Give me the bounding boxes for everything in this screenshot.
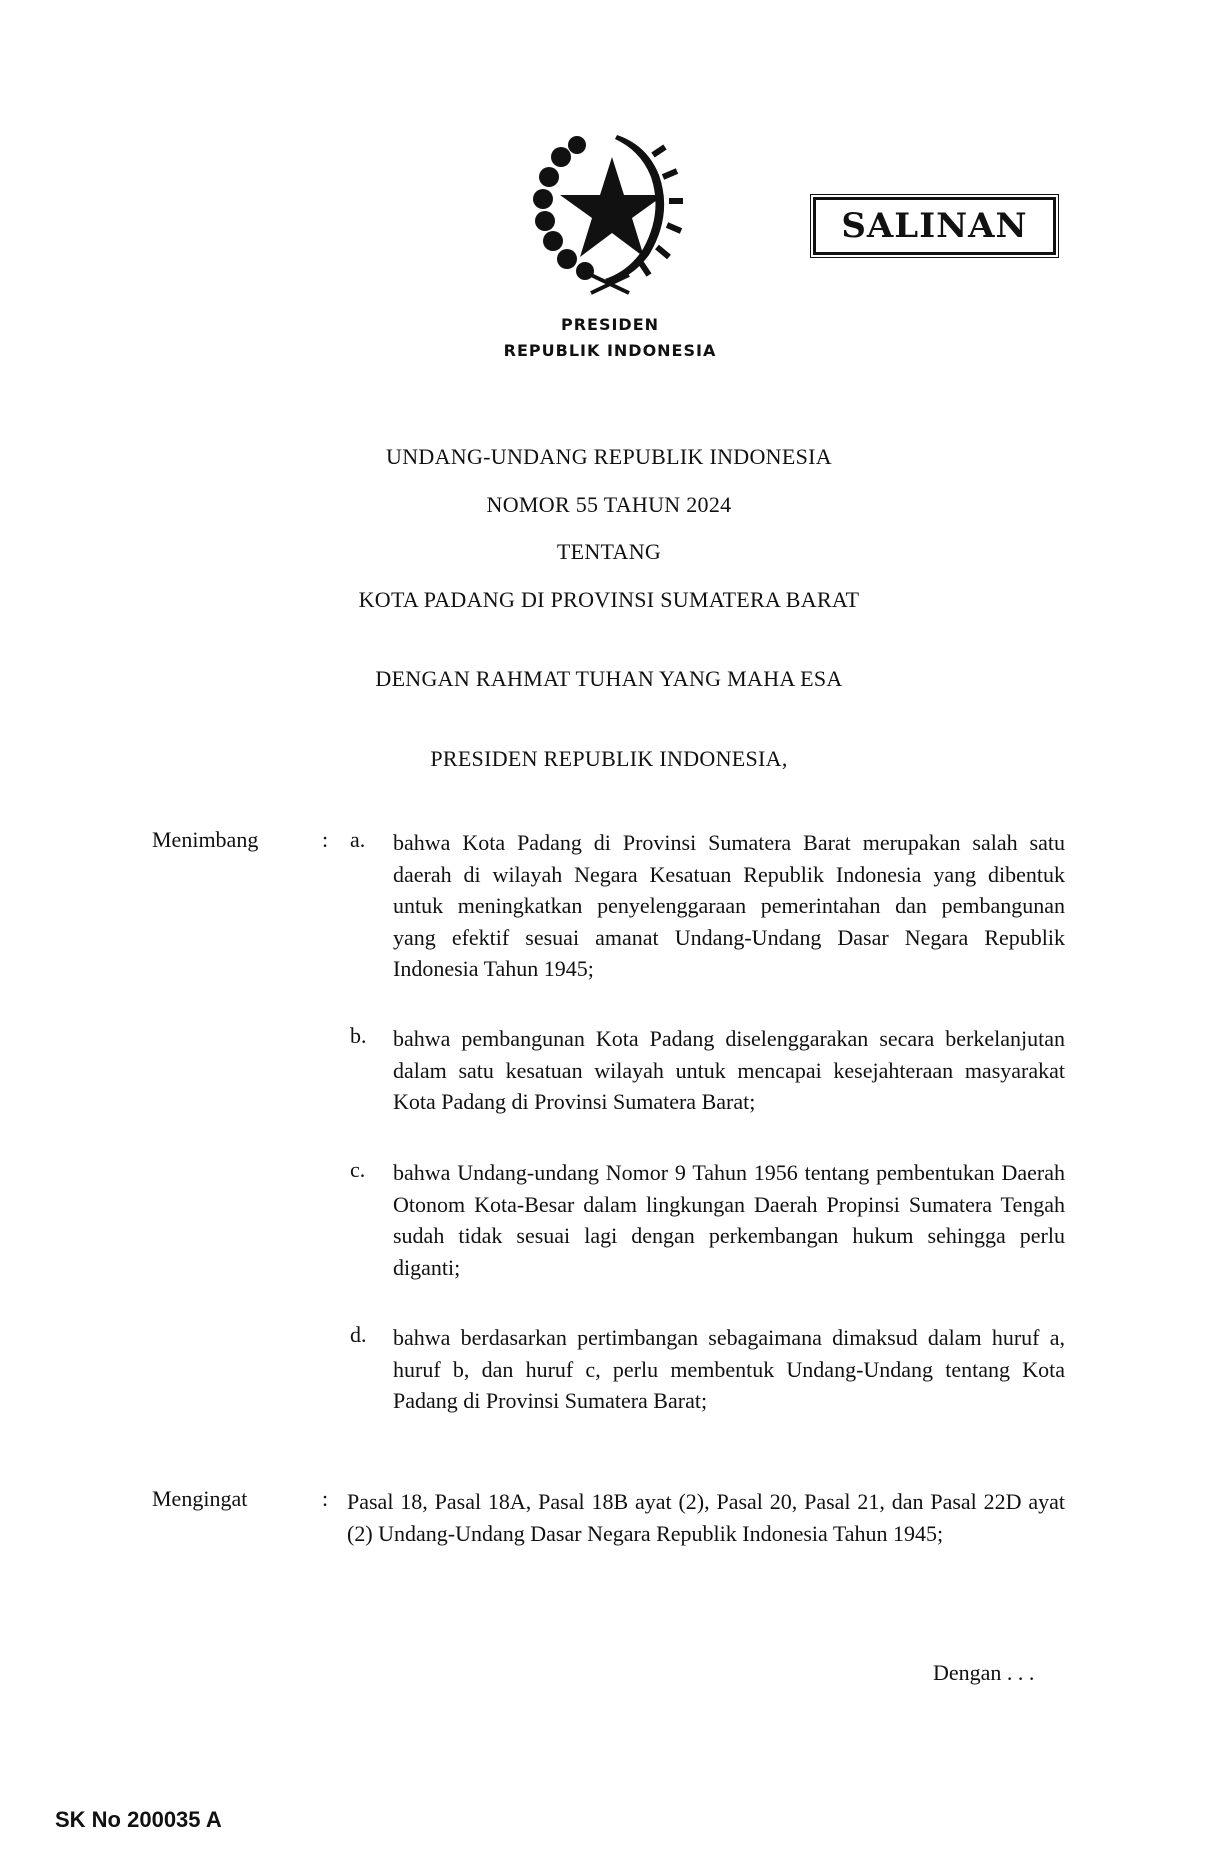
mengingat-text: Pasal 18, Pasal 18A, Pasal 18B ayat (2), Pasal 20, Pasal 21, dan Pasal 22D ayat (2) Undang-Undang Dasar Negara Republik Indonesia Tahun 1945; <box>347 1489 1065 1546</box>
emblem-caption-line2: REPUBLIK INDONESIA <box>503 341 717 360</box>
menimbang-item-b: bahwa pembangunan Kota Padang diselenggarakan secara berkelanjutan dalam satu kesatuan wilayah untuk mencapai kesejahteraan masyarakat Kota Padang di Provinsi Sumatera Barat; <box>393 1026 1065 1114</box>
law-number: NOMOR 55 TAHUN 2024 <box>486 492 732 517</box>
emblem-caption-line1: PRESIDEN <box>560 315 660 334</box>
item-letter-a: a. <box>350 827 366 852</box>
document-code: SK No 200035 A <box>55 1807 222 1832</box>
law-subject: KOTA PADANG DI PROVINSI SUMATERA BARAT <box>358 587 860 612</box>
law-about: TENTANG <box>556 539 662 564</box>
menimbang-item-a: bahwa Kota Padang di Provinsi Sumatera Barat merupakan salah satu daerah di wilayah Negara Kesatuan Republik Indonesia yang dibentuk untuk meningkatkan penyelenggaraan pemerintahan dan pembangunan yang efektif sesuai amanat Undang-Undang Dasar Negara Republik Indonesia Tahun 1945; <box>393 830 1065 981</box>
invocation: DENGAN RAHMAT TUHAN YANG MAHA ESA <box>375 666 843 691</box>
emblem-caption <box>420 312 800 364</box>
menimbang-item-c: bahwa Undang-undang Nomor 9 Tahun 1956 tentang pembentukan Daerah Otonom Kota-Besar dalam lingkungan Daerah Propinsi Sumatera Tengah sudah tidak sesuai lagi dengan perkembangan hukum sehingga perlu diganti; <box>393 1160 1065 1280</box>
garuda-star-wreath-emblem-icon <box>525 125 700 295</box>
item-letter-c: c. <box>350 1157 366 1182</box>
item-letter-b: b. <box>350 1023 367 1048</box>
mengingat-label: Mengingat <box>152 1486 248 1511</box>
salinan-stamp: SALINAN <box>813 197 1056 255</box>
menimbang-item-d: bahwa berdasarkan pertimbangan sebagaimana dimaksud dalam huruf a, huruf b, dan huruf c, perlu membentuk Undang-Undang tentang Kota Padang di Provinsi Sumatera Barat; <box>393 1325 1065 1413</box>
law-title: UNDANG-UNDANG REPUBLIK INDONESIA <box>386 444 832 469</box>
issuer: PRESIDEN REPUBLIK INDONESIA, <box>430 746 788 771</box>
menimbang-label: Menimbang <box>152 827 259 852</box>
mengingat-colon: : <box>322 1486 329 1511</box>
item-letter-d: d. <box>350 1322 367 1347</box>
continuation-marker: Dengan . . . <box>933 1660 1035 1685</box>
menimbang-colon: : <box>322 827 329 852</box>
